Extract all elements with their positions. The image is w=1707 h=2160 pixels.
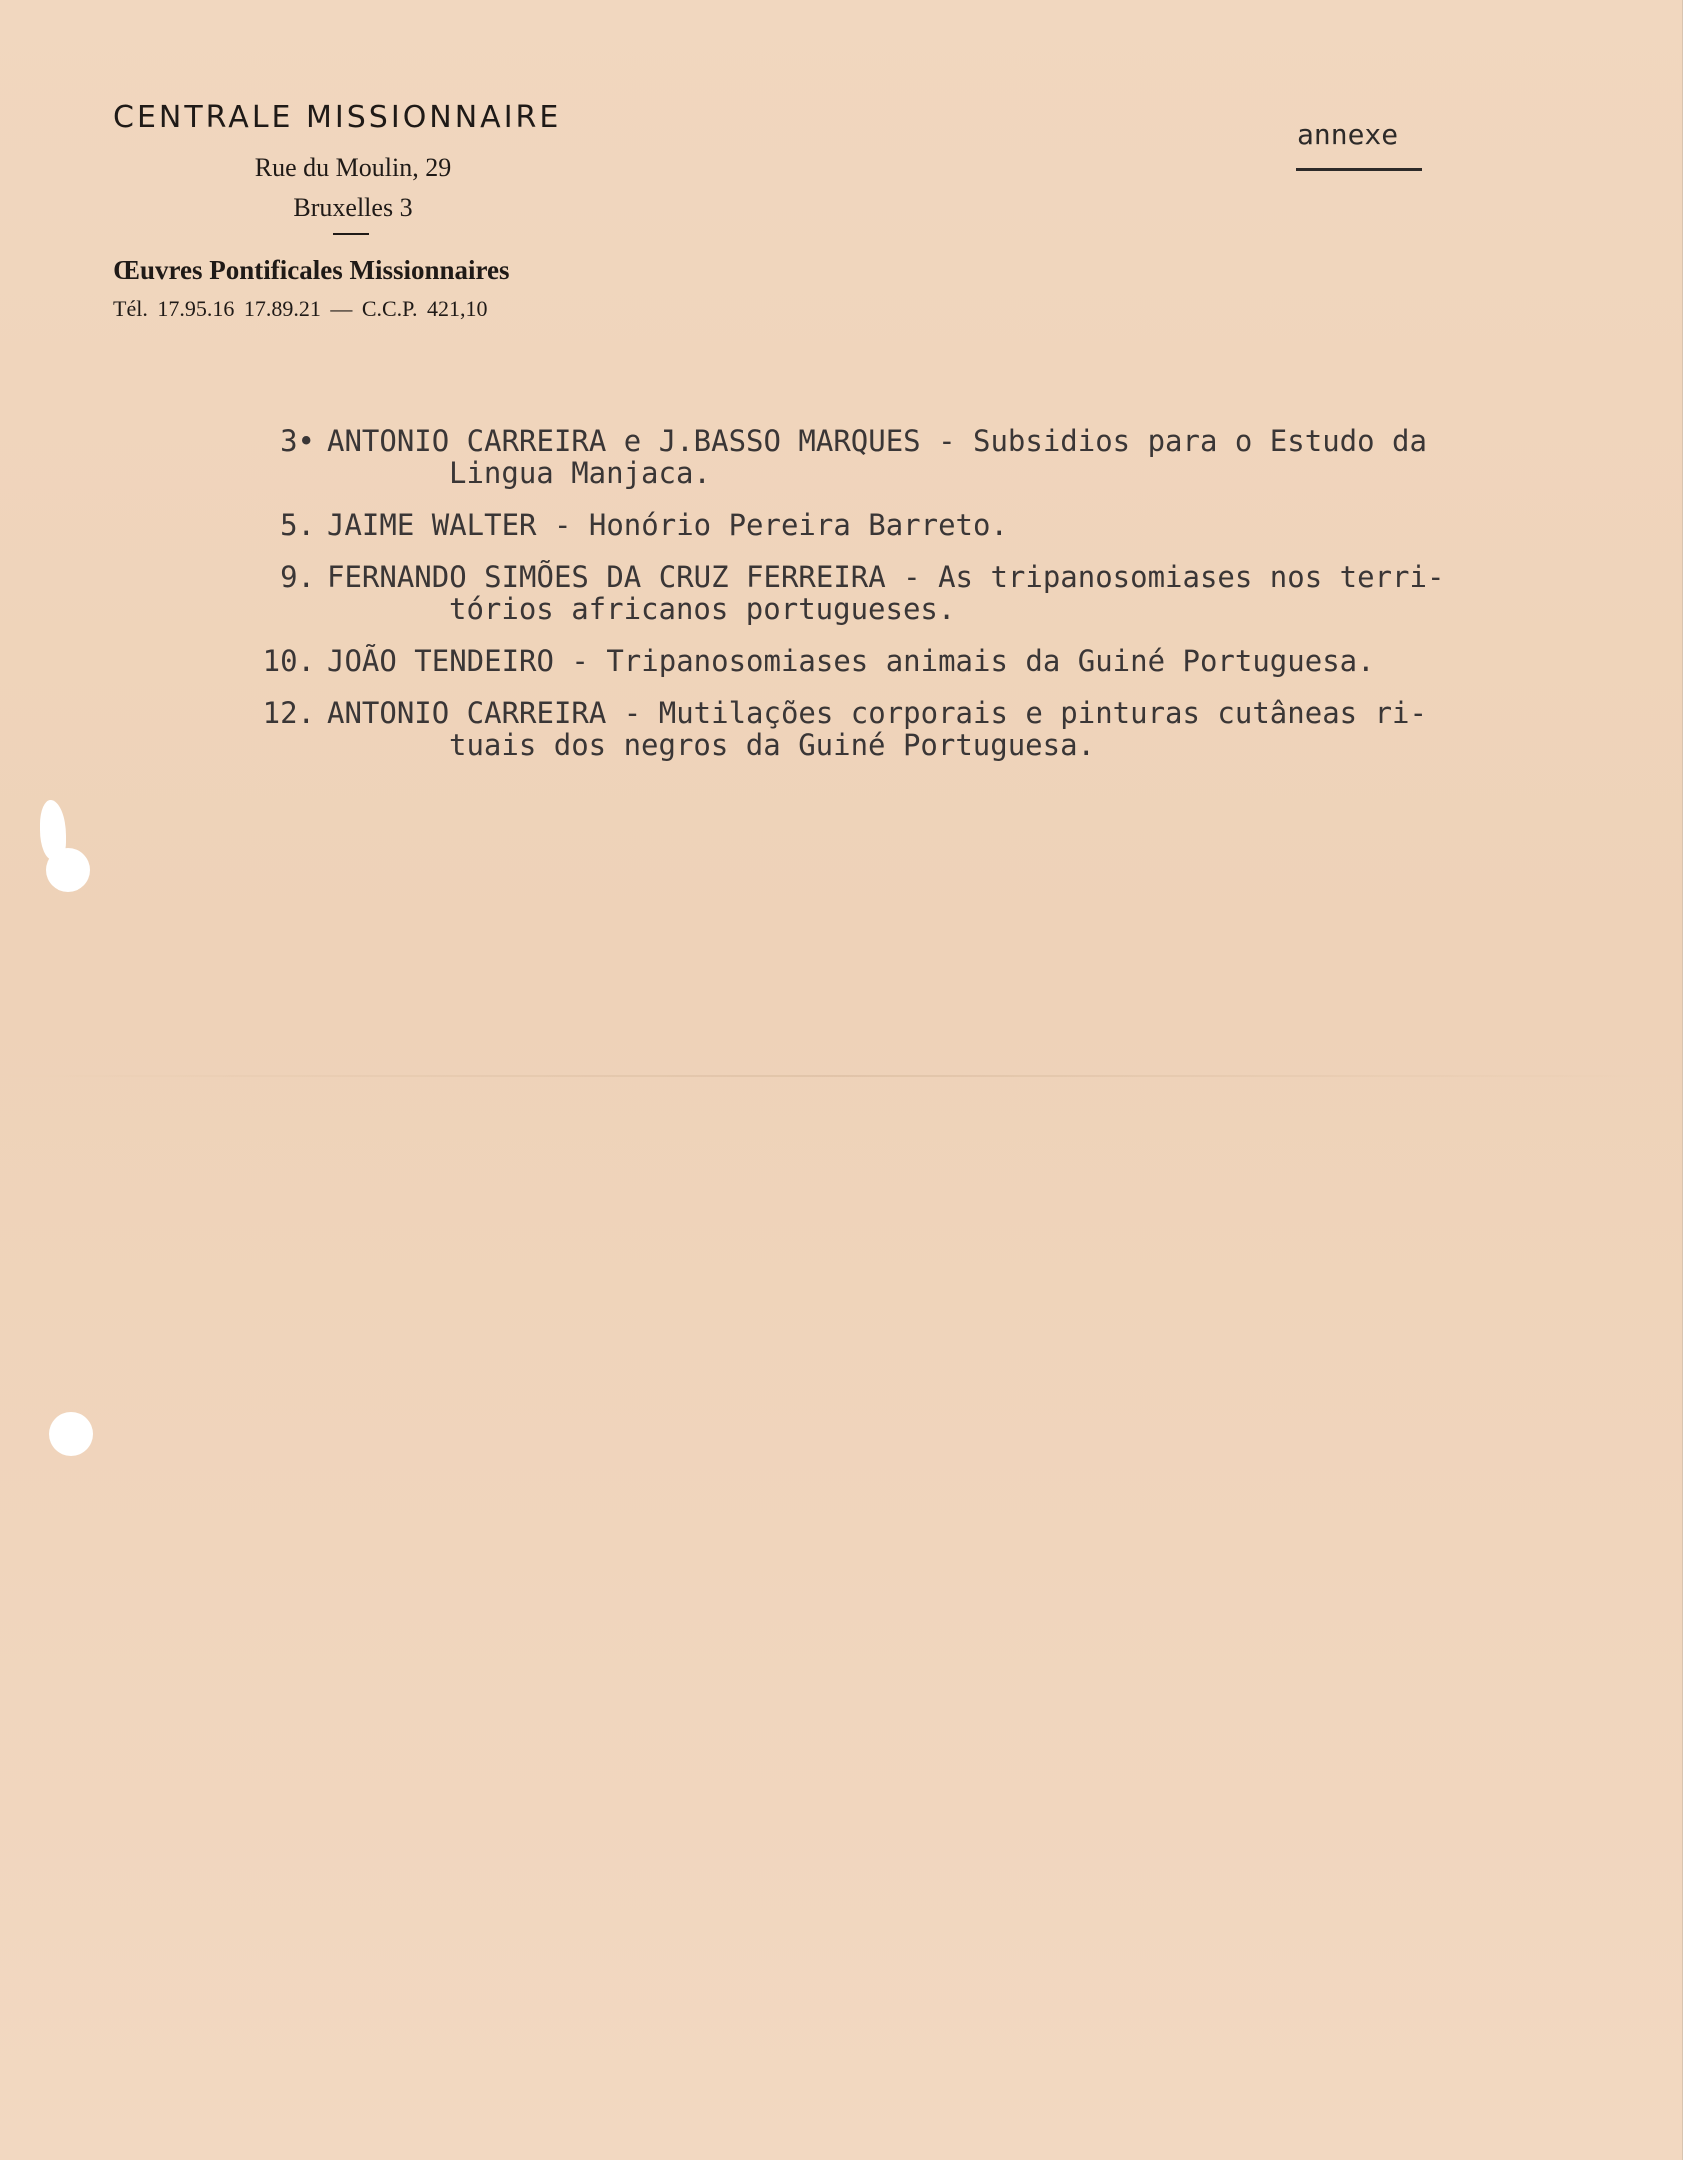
item-line-continuation: tuais dos negros da Guiné Portuguesa. [449,728,1096,762]
item-line: FERNANDO SIMÕES DA CRUZ FERREIRA - As tripanosomiases nos terri- [327,560,1445,594]
item-text [315,561,1645,625]
punch-hole-bottom [49,1412,93,1456]
fold-line [0,1075,1680,1077]
annexe-label: annexe [1297,118,1399,151]
contact-line: Tél. 17.95.16 17.89.21 — C.C.P. 421,10 [113,296,488,321]
publication-list [225,425,1645,781]
item-text [315,425,1645,489]
list-item [225,425,1645,489]
letterhead [113,100,603,322]
item-number: 9. [280,560,315,594]
list-item [225,561,1645,625]
item-text [315,645,1645,677]
item-number: 3• [280,424,315,458]
item-line-continuation: Lingua Manjaca. [449,456,711,490]
list-item [225,697,1645,761]
works-name: Œuvres Pontificales Missionnaires [113,255,510,285]
item-line-continuation: tórios africanos portugueses. [449,592,956,626]
item-line: ANTONIO CARREIRA - Mutilações corporais e pinturas cutâneas ri- [327,696,1427,730]
street-address: Rue du Moulin, 29 [254,153,452,182]
item-number: 5. [280,508,315,542]
item-line: ANTONIO CARREIRA e J.BASSO MARQUES - Subsidios para o Estudo da [327,424,1427,458]
item-line: JAIME WALTER - Honório Pereira Barreto. [327,508,1008,542]
list-item [225,645,1645,677]
list-item [225,509,1645,541]
item-number: 10. [262,644,315,678]
item-number: 12. [262,696,315,730]
item-text [315,697,1645,761]
punch-hole-top [46,848,90,892]
organization-name: CENTRALE MISSIONNAIRE [113,100,562,135]
letterhead-separator [333,233,369,235]
item-text [315,509,1645,541]
annexe-underline [1296,168,1422,171]
item-line: JOÃO TENDEIRO - Tripanosomiases animais da Guiné Portuguesa. [327,644,1375,678]
city: Bruxelles 3 [293,193,413,222]
page-edge [1682,0,1707,2160]
